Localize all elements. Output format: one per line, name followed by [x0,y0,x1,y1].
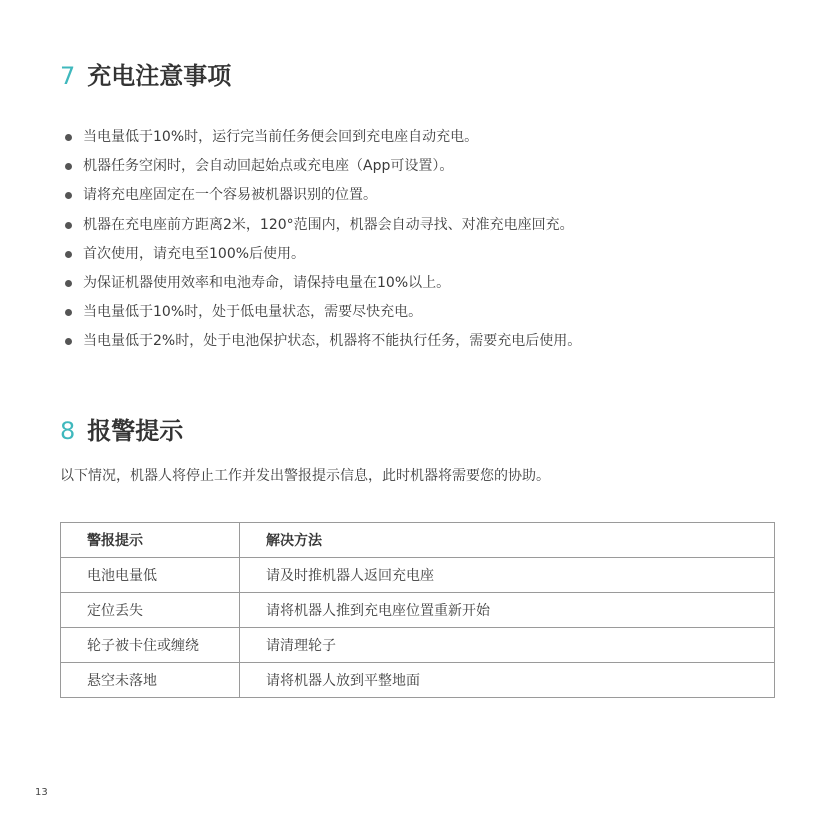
section-7-title: 充电注意事项 [87,62,232,90]
table-row [61,558,775,593]
list-item [62,298,581,327]
list-item [62,152,581,181]
list-item-text: 当电量低于10%时，处于低电量状态，需要尽快充电。 [83,304,423,321]
section-8-heading [60,411,183,446]
bullet-dot-icon [65,309,72,316]
table-row [61,593,775,628]
alarm-cell: 悬空未落地 [61,663,240,698]
solution-cell: 请将机器人推到充电座位置重新开始 [240,593,775,628]
list-item-text: 当电量低于10%时，运行完当前任务便会回到充电座自动充电。 [83,129,479,145]
list-item [62,123,581,152]
bullet-dot-icon [65,192,72,199]
charging-notes-list [62,123,581,357]
header-alarm: 警报提示 [61,523,240,558]
bullet-dot-icon [65,163,72,170]
bullet-dot-icon [65,280,72,287]
bullet-dot-icon [65,251,72,258]
section-8-number: 8 [60,417,76,445]
list-item [62,327,581,356]
section-7-heading [60,56,231,91]
alarm-table [60,522,775,698]
list-item-text: 机器任务空闲时，会自动回起始点或充电座（App可设置）。 [83,158,454,175]
list-item [62,211,581,240]
alarm-cell: 定位丢失 [61,593,240,628]
table-row [61,663,775,698]
alarm-cell: 轮子被卡住或缠绕 [61,628,240,663]
solution-cell: 请将机器人放到平整地面 [240,663,775,698]
list-item [62,269,581,298]
bullet-dot-icon [65,134,72,141]
list-item-text: 当电量低于2%时，处于电池保护状态，机器将不能执行任务，需要充电后使用。 [83,333,582,350]
solution-cell: 请及时推机器人返回充电座 [240,558,775,593]
alarm-intro-text: 以下情况，机器人将停止工作并发出警报提示信息，此时机器将需要您的协助。 [60,468,550,484]
table-row [61,628,775,663]
solution-cell: 请清理轮子 [240,628,775,663]
table-header-row [61,523,775,558]
section-7-number: 7 [60,62,76,90]
page-number: 13 [35,787,48,798]
list-item-text: 机器在充电座前方距离2米，120°范围内，机器会自动寻找、对准充电座回充。 [83,216,574,233]
section-8-title: 报警提示 [87,417,184,445]
list-item-text: 首次使用，请充电至100%后使用。 [83,245,306,262]
list-item-text: 为保证机器使用效率和电池寿命，请保持电量在10%以上。 [83,274,451,291]
list-item [62,240,581,269]
bullet-dot-icon [65,222,72,229]
header-solution: 解决方法 [240,523,775,558]
alarm-cell: 电池电量低 [61,558,240,593]
bullet-dot-icon [65,338,72,345]
list-item [62,181,581,210]
list-item-text: 请将充电座固定在一个容易被机器识别的位置。 [83,187,377,204]
